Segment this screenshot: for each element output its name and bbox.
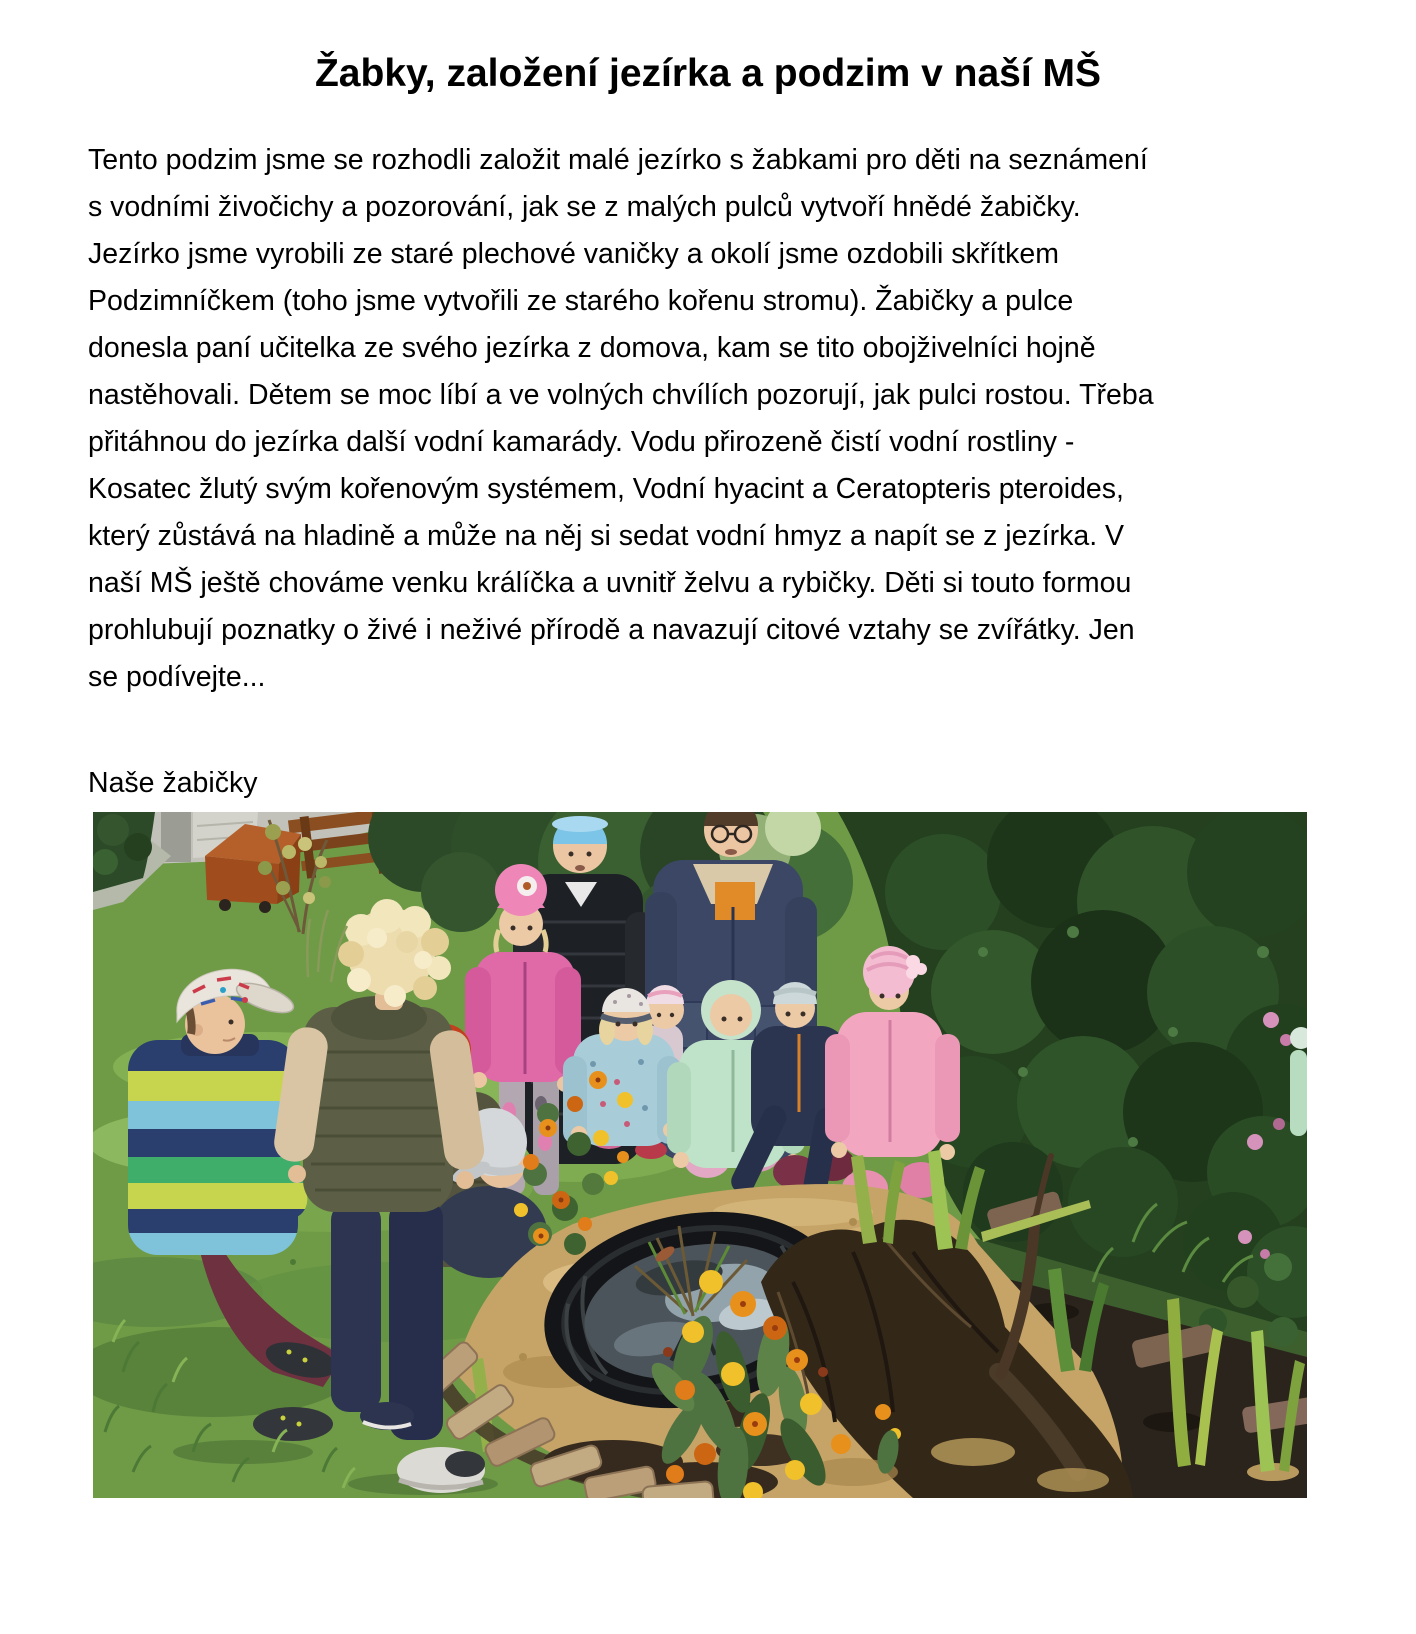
paragraph-line: s vodními živočichy a pozorování, jak se z malých pulců vytvoří hnědé žabičky.	[88, 191, 1081, 223]
pond-photo-illustration	[93, 812, 1307, 1498]
pond-photo	[93, 812, 1307, 1498]
document-page	[0, 52, 1416, 1634]
paragraph-line: přitáhnou do jezírka další vodní kamarády. Vodu přirozeně čistí vodní rostliny -	[88, 426, 1075, 458]
paragraph-line: naší MŠ ještě chováme venku králíčka a uvnitř želvu a rybičky. Děti si touto formou	[88, 567, 1132, 599]
photo-caption: Naše žabičky	[88, 767, 258, 799]
paragraph-line: Kosatec žlutý svým kořenovým systémem, Vodní hyacint a Ceratopteris pteroides,	[88, 473, 1124, 505]
article-paragraph	[88, 137, 1328, 701]
paragraph-line: Jezírko jsme vyrobili ze staré plechové vaničky a okolí jsme ozdobili skřítkem	[88, 238, 1059, 270]
paragraph-line: Tento podzim jsme se rozhodli založit malé jezírko s žabkami pro děti na seznámení	[88, 144, 1148, 176]
paragraph-line: prohlubují poznatky o živé i neživé přírodě a navazují citové vztahy se zvířátky. Jen	[88, 614, 1135, 646]
paragraph-line: nastěhovali. Dětem se moc líbí a ve volných chvílích pozorují, jak pulci rostou. Třeba	[88, 379, 1154, 411]
paragraph-line: se podívejte...	[88, 661, 266, 693]
paragraph-line: který zůstává na hladině a může na něj si sedat vodní hmyz a napít se z jezírka. V	[88, 520, 1125, 552]
page-title: Žabky, založení jezírka a podzim v naší MŠ	[314, 52, 1102, 95]
paragraph-line: Podzimníčkem (toho jsme vytvořili ze starého kořenu stromu). Žabičky a pulce	[88, 285, 1074, 317]
child-edge-right	[1290, 1027, 1307, 1136]
paragraph-line: donesla paní učitelka ze svého jezírka z domova, kam se tito obojživelníci hojně	[88, 332, 1096, 364]
